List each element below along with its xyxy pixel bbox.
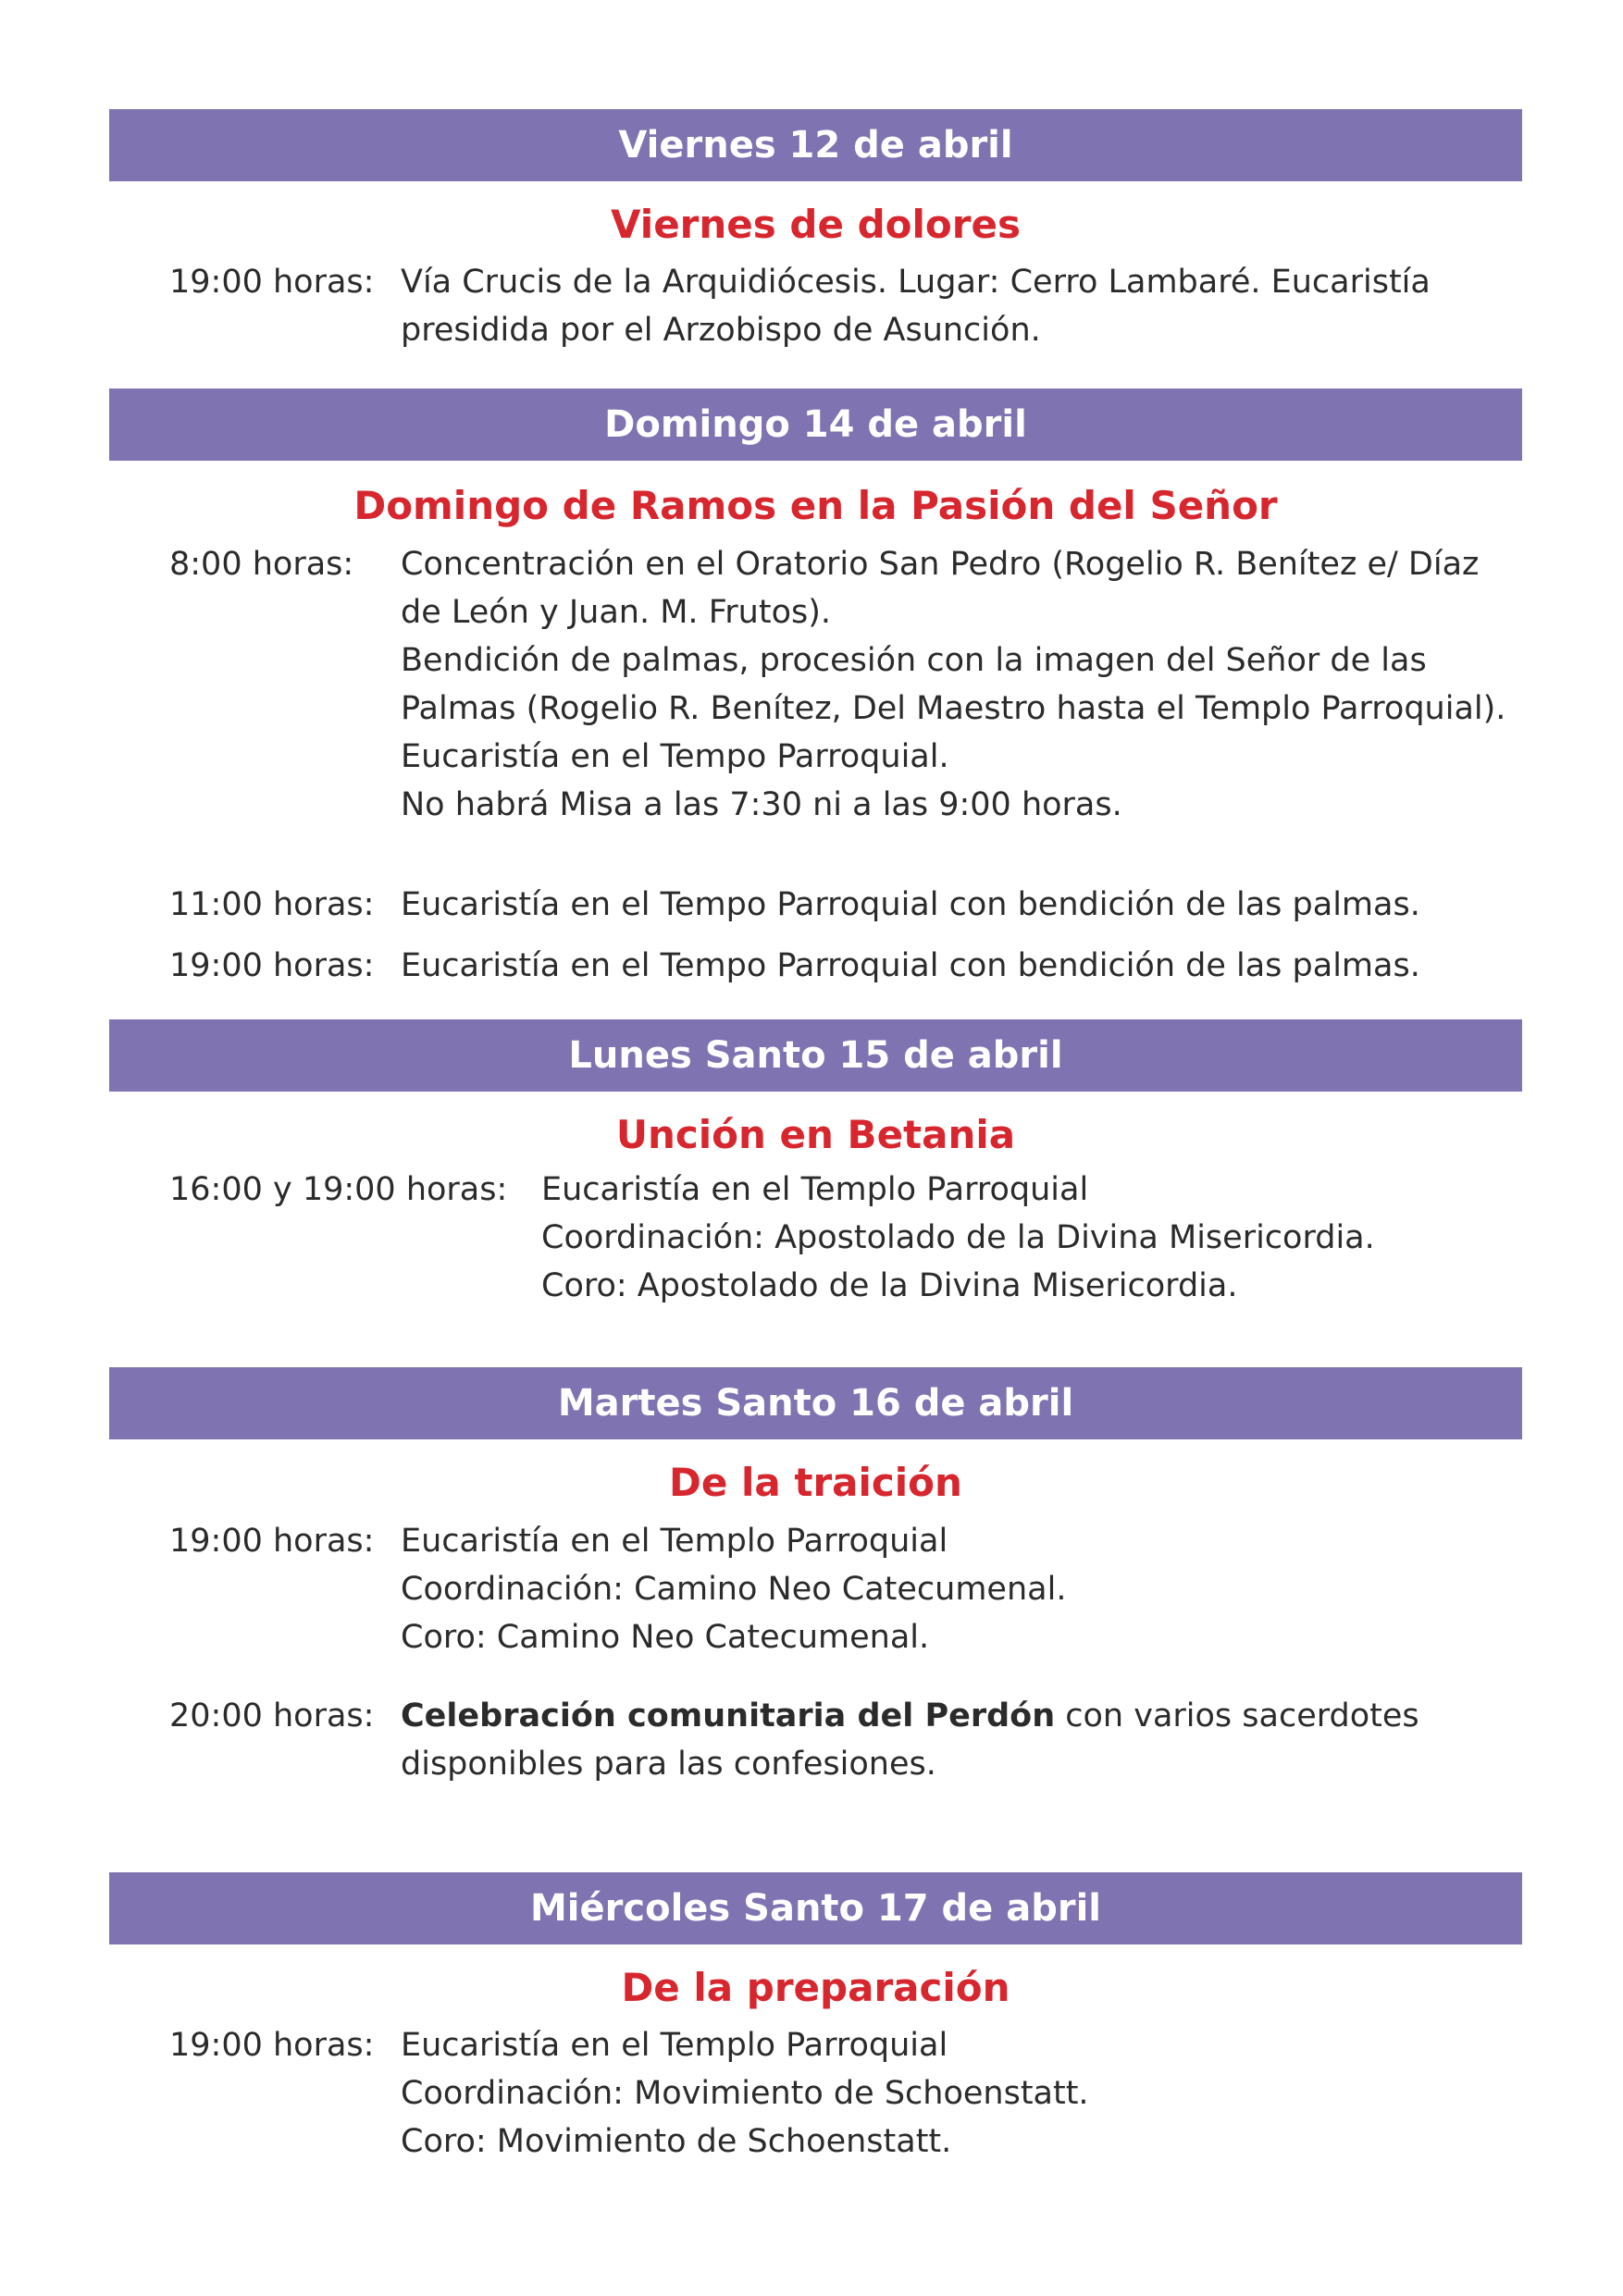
entry-line xyxy=(401,1692,1530,1740)
entry-time: 11:00 horas: xyxy=(169,886,375,923)
entry-description xyxy=(401,258,1530,354)
entry-time: 16:00 y 19:00 horas: xyxy=(169,1171,508,1208)
entry-line: Coro: Movimiento de Schoenstatt. xyxy=(401,2123,952,2160)
entry-line: disponibles para las confesiones. xyxy=(401,1746,936,1783)
date-band: Viernes 12 de abril xyxy=(109,109,1522,181)
entry-description xyxy=(541,1166,1531,1310)
date-band: Martes Santo 16 de abril xyxy=(109,1367,1522,1439)
day-title: Unción en Betania xyxy=(615,1112,1016,1157)
entry-description xyxy=(401,1517,1530,1661)
entry-description xyxy=(401,1692,1530,1788)
entry-description xyxy=(401,540,1530,829)
entry-description xyxy=(401,881,1530,929)
entry-time: 19:00 horas: xyxy=(169,947,375,984)
entry-line: Bendición de palmas, procesión con la imagen del Señor de las xyxy=(401,642,1427,679)
entry-line: Coordinación: Camino Neo Catecumenal. xyxy=(401,1571,1067,1608)
entry-line: Eucaristía en el Templo Parroquial xyxy=(401,2027,948,2064)
entry-time: 8:00 horas: xyxy=(169,546,354,583)
entry-line: presidida por el Arzobispo de Asunción. xyxy=(401,312,1041,349)
entry-line: Eucaristía en el Tempo Parroquial con bendición de las palmas. xyxy=(401,947,1420,984)
bold-highlight: Celebración comunitaria del Perdón xyxy=(401,1697,1056,1734)
entry-line: Coordinación: Movimiento de Schoenstatt. xyxy=(401,2075,1089,2112)
day-title: De la preparación xyxy=(621,1965,1010,2010)
entry-line: Palmas (Rogelio R. Benítez, Del Maestro hasta el Templo Parroquial). xyxy=(401,690,1506,727)
date-band: Domingo 14 de abril xyxy=(109,389,1522,461)
entry-line: Coro: Camino Neo Catecumenal. xyxy=(401,1619,930,1656)
entry-line: Vía Crucis de la Arquidiócesis. Lugar: Cerro Lambaré. Eucaristía xyxy=(401,264,1431,301)
entry-line: de León y Juan. M. Frutos). xyxy=(401,594,831,631)
day-title: De la traición xyxy=(669,1460,962,1505)
date-band: Lunes Santo 15 de abril xyxy=(109,1019,1522,1092)
entry-time: 19:00 horas: xyxy=(169,1523,375,1560)
entry-description xyxy=(401,2021,1530,2166)
entry-line: Eucaristía en el Tempo Parroquial con bendición de las palmas. xyxy=(401,886,1420,923)
entry-line: Concentración en el Oratorio San Pedro (Rogelio R. Benítez e/ Díaz xyxy=(401,546,1480,583)
entry-time: 20:00 horas: xyxy=(169,1697,375,1734)
entry-description xyxy=(401,942,1530,990)
day-title: Viernes de dolores xyxy=(611,202,1021,247)
entry-line: Coordinación: Apostolado de la Divina Misericordia. xyxy=(541,1219,1375,1256)
entry-line-rest: con varios sacerdotes xyxy=(1055,1697,1419,1734)
entry-line: Eucaristía en el Templo Parroquial xyxy=(541,1171,1089,1208)
entry-line: Eucaristía en el Templo Parroquial xyxy=(401,1523,948,1560)
entry-line: No habrá Misa a las 7:30 ni a las 9:00 horas. xyxy=(401,786,1122,823)
entry-line: Eucaristía en el Tempo Parroquial. xyxy=(401,738,949,775)
day-title: Domingo de Ramos en la Pasión del Señor xyxy=(353,483,1278,528)
entry-time: 19:00 horas: xyxy=(169,2027,375,2064)
entry-time: 19:00 horas: xyxy=(169,264,375,301)
entry-line: Coro: Apostolado de la Divina Misericordia. xyxy=(541,1267,1238,1304)
date-band: Miércoles Santo 17 de abril xyxy=(109,1872,1522,1944)
